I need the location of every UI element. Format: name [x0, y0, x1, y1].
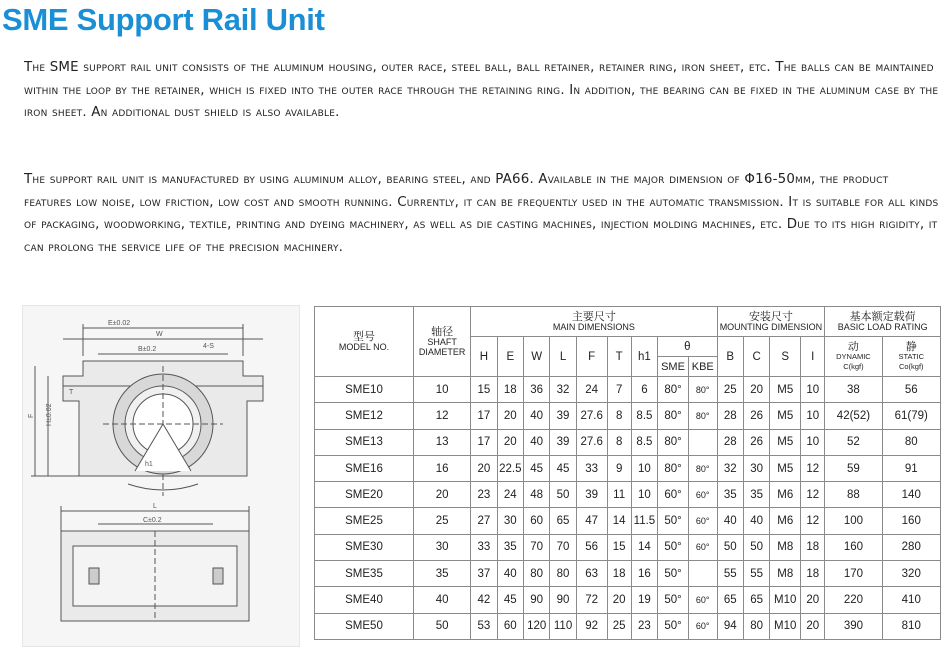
table-cell: 15 — [607, 534, 631, 560]
table-row — [315, 482, 941, 508]
table-row — [315, 429, 941, 455]
drawing-label-h1: h1 — [145, 461, 153, 468]
table-cell: 10 — [801, 377, 825, 403]
table-cell: 45 — [523, 455, 549, 481]
drawing-label-h: H±0.02 — [46, 403, 53, 426]
col-c: C — [743, 337, 769, 377]
table-cell: 40 — [743, 508, 769, 534]
table-cell: 56 — [576, 534, 607, 560]
table-cell: 30 — [497, 508, 523, 534]
table-cell: 11 — [607, 482, 631, 508]
table-cell: 24 — [497, 482, 523, 508]
table-cell: 25 — [607, 613, 631, 639]
col-dynamic: 动 DYNAMIC C(kgf) — [825, 337, 882, 377]
table-cell: 14 — [607, 508, 631, 534]
table-cell: 10 — [631, 455, 657, 481]
table-cell: 90 — [523, 587, 549, 613]
drawing-label-f: F — [28, 413, 35, 418]
table-cell: 50 — [743, 534, 769, 560]
col-l: L — [550, 337, 576, 377]
model-cell: SME50 — [315, 613, 414, 639]
table-cell: 80° — [658, 377, 689, 403]
table-cell: 55 — [743, 561, 769, 587]
table-cell: 80 — [882, 429, 940, 455]
col-t: T — [607, 337, 631, 377]
table-cell: 10 — [631, 482, 657, 508]
table-cell: 390 — [825, 613, 882, 639]
table-cell: M10 — [770, 587, 801, 613]
table-cell: 100 — [825, 508, 882, 534]
table-cell: 810 — [882, 613, 940, 639]
table-cell: 16 — [631, 561, 657, 587]
table-row — [315, 377, 941, 403]
table-cell: 280 — [882, 534, 940, 560]
table-cell: 60° — [658, 482, 689, 508]
table-cell: M8 — [770, 534, 801, 560]
model-cell: SME12 — [315, 403, 414, 429]
table-cell: 80° — [658, 429, 689, 455]
header-load-rating: 基本额定载荷 BASIC LOAD RATING — [825, 307, 941, 337]
table-cell: 27.6 — [576, 403, 607, 429]
table-cell: 61(79) — [882, 403, 940, 429]
table-cell: 8.5 — [631, 429, 657, 455]
table-cell: 12 — [801, 482, 825, 508]
table-cell: 27.6 — [576, 429, 607, 455]
table-cell: 40 — [717, 508, 743, 534]
table-cell: 160 — [882, 508, 940, 534]
table-cell: 12 — [801, 508, 825, 534]
table-cell: 22.5 — [497, 455, 523, 481]
table-cell: 12 — [414, 403, 471, 429]
drawing-label-w: W — [156, 331, 163, 338]
drawing-label-e: E±0.02 — [108, 320, 131, 327]
table-cell: 60° — [688, 482, 717, 508]
table-cell: 24 — [576, 377, 607, 403]
table-cell: 65 — [550, 508, 576, 534]
drawing-label-c: C±0.2 — [143, 517, 162, 524]
table-cell: M10 — [770, 613, 801, 639]
table-cell: 11.5 — [631, 508, 657, 534]
table-cell: 56 — [882, 377, 940, 403]
header-mounting-dimension: 安装尺寸 MOUNTING DIMENSION — [717, 307, 825, 337]
table-cell: 33 — [471, 534, 497, 560]
table-cell: 60° — [688, 534, 717, 560]
table-cell: 8.5 — [631, 403, 657, 429]
model-cell: SME30 — [315, 534, 414, 560]
table-cell: 20 — [607, 587, 631, 613]
table-cell: 60° — [688, 508, 717, 534]
table-cell: 65 — [717, 587, 743, 613]
table-cell: 32 — [550, 377, 576, 403]
table-cell: 59 — [825, 455, 882, 481]
table-cell: 35 — [717, 482, 743, 508]
table-cell: 45 — [497, 587, 523, 613]
table-cell: 17 — [471, 403, 497, 429]
table-cell: 10 — [414, 377, 471, 403]
table-row — [315, 587, 941, 613]
table-cell: 60 — [497, 613, 523, 639]
table-cell: 6 — [631, 377, 657, 403]
table-cell: 20 — [414, 482, 471, 508]
table-cell: 42 — [471, 587, 497, 613]
table-cell: 30 — [414, 534, 471, 560]
header-shaft: 轴径 SHAFT DIAMETER — [414, 307, 471, 377]
table-cell: 90 — [550, 587, 576, 613]
table-cell: 15 — [471, 377, 497, 403]
description-paragraph-2: The support rail unit is manufactured by using aluminum alloy, bearing steel, and PA66. Available in the major dimension of Φ16-50mm, the product features low noise, low friction, low cost and smooth running. Currently, it can be frequently used in the automatic transmission. It is suitable for all kinds of packaging, woodworking, textile, printing and dyeing machinery, as well as die casting machines, injection molding machines, etc. Due to its high rigidity, it can prolong the service life of the precision machinery. — [24, 172, 939, 255]
table-cell: 70 — [523, 534, 549, 560]
table-cell: M8 — [770, 561, 801, 587]
table-cell: 65 — [743, 587, 769, 613]
table-cell: 92 — [576, 613, 607, 639]
table-cell: 42(52) — [825, 403, 882, 429]
table-cell: 16 — [414, 455, 471, 481]
table-row — [315, 561, 941, 587]
table-row — [315, 403, 941, 429]
table-cell: 14 — [631, 534, 657, 560]
table-cell: 20 — [497, 403, 523, 429]
table-cell: 80° — [688, 377, 717, 403]
table-cell: 52 — [825, 429, 882, 455]
table-cell: 48 — [523, 482, 549, 508]
table-cell: 63 — [576, 561, 607, 587]
table-cell: 30 — [743, 455, 769, 481]
table-cell: 88 — [825, 482, 882, 508]
table-cell: 80° — [688, 455, 717, 481]
table-cell: 120 — [523, 613, 549, 639]
col-h: H — [471, 337, 497, 377]
col-b: B — [717, 337, 743, 377]
table-cell: 80 — [523, 561, 549, 587]
table-cell: 140 — [882, 482, 940, 508]
table-cell: 27 — [471, 508, 497, 534]
table-cell: 39 — [550, 429, 576, 455]
table-cell: 45 — [550, 455, 576, 481]
table-cell: 10 — [801, 403, 825, 429]
table-cell: 18 — [607, 561, 631, 587]
table-row — [315, 534, 941, 560]
table-cell: 20 — [471, 455, 497, 481]
table-cell: 94 — [717, 613, 743, 639]
table-cell: 17 — [471, 429, 497, 455]
table-cell: 28 — [717, 403, 743, 429]
table-cell: 9 — [607, 455, 631, 481]
table-cell: 20 — [497, 429, 523, 455]
table-cell: 60° — [688, 587, 717, 613]
table-cell: 35 — [414, 561, 471, 587]
table-cell: 25 — [414, 508, 471, 534]
table-cell: 72 — [576, 587, 607, 613]
table-cell: 50 — [717, 534, 743, 560]
table-cell: 18 — [801, 561, 825, 587]
table-cell: 13 — [414, 429, 471, 455]
header-model: 型号 MODEL NO. — [315, 307, 414, 377]
col-theta: θ — [658, 337, 717, 357]
drawing-label-4s: 4-S — [203, 343, 214, 350]
table-cell — [688, 429, 717, 455]
table-body — [315, 377, 941, 640]
model-cell: SME40 — [315, 587, 414, 613]
table-cell: 33 — [576, 455, 607, 481]
table-cell: 50 — [414, 613, 471, 639]
model-cell: SME35 — [315, 561, 414, 587]
col-static: 静 STATIC Co(kgf) — [882, 337, 940, 377]
table-cell: 28 — [717, 429, 743, 455]
table-cell: 50° — [658, 587, 689, 613]
table-cell: 38 — [825, 377, 882, 403]
table-cell: M5 — [770, 455, 801, 481]
table-cell: M6 — [770, 482, 801, 508]
table-cell: 50° — [658, 508, 689, 534]
dimensions-table — [314, 306, 941, 640]
table-cell: 40 — [523, 403, 549, 429]
col-f: F — [576, 337, 607, 377]
model-cell: SME13 — [315, 429, 414, 455]
table-cell: 25 — [717, 377, 743, 403]
table-cell: 110 — [550, 613, 576, 639]
table-cell: 35 — [743, 482, 769, 508]
col-theta-sme: SME — [658, 357, 689, 377]
table-cell: 35 — [497, 534, 523, 560]
table-cell: 220 — [825, 587, 882, 613]
model-cell: SME25 — [315, 508, 414, 534]
table-cell: 50° — [658, 561, 689, 587]
table-cell: 40 — [523, 429, 549, 455]
table-cell: M5 — [770, 403, 801, 429]
col-w: W — [523, 337, 549, 377]
col-h1: h1 — [631, 337, 657, 377]
drawing-svg — [23, 306, 299, 646]
table-cell: 320 — [882, 561, 940, 587]
table-cell: 8 — [607, 429, 631, 455]
table-cell: 37 — [471, 561, 497, 587]
table-cell: 12 — [801, 455, 825, 481]
table-cell: 55 — [717, 561, 743, 587]
table-cell: 26 — [743, 429, 769, 455]
drawing-label-t: T — [69, 389, 74, 396]
page-title: SME Support Rail Unit — [2, 2, 325, 37]
table-cell: 80 — [743, 613, 769, 639]
table-cell: 18 — [801, 534, 825, 560]
table-cell: 32 — [717, 455, 743, 481]
table-cell: 26 — [743, 403, 769, 429]
table-cell: 80° — [658, 403, 689, 429]
table-cell: 10 — [801, 429, 825, 455]
table-cell: M5 — [770, 429, 801, 455]
table-row — [315, 613, 941, 639]
table-cell: 80 — [550, 561, 576, 587]
table-cell: 91 — [882, 455, 940, 481]
description-paragraph-1: The SME support rail unit consists of the aluminum housing, outer race, steel ball, ball retainer, retainer ring, iron sheet, etc. The balls can be maintained within the loop by the retainer, which is fixed into the outer race through the retaining ring. In addition, the bearing can be fixed in the aluminum case by the iron sheet. An additional dust shield is also available. — [24, 60, 939, 120]
table-row — [315, 508, 941, 534]
model-cell: SME20 — [315, 482, 414, 508]
table-cell: 23 — [631, 613, 657, 639]
header-main-dimensions: 主要尺寸 MAIN DIMENSIONS — [471, 307, 717, 337]
table-cell: 19 — [631, 587, 657, 613]
table-cell: 60 — [523, 508, 549, 534]
col-i: I — [801, 337, 825, 377]
table-cell: 70 — [550, 534, 576, 560]
table-cell: 40 — [497, 561, 523, 587]
table-cell: M5 — [770, 377, 801, 403]
col-e: E — [497, 337, 523, 377]
table-cell: 50 — [550, 482, 576, 508]
model-cell: SME10 — [315, 377, 414, 403]
table-cell: 20 — [743, 377, 769, 403]
table-cell: 20 — [801, 613, 825, 639]
table-cell: 160 — [825, 534, 882, 560]
technical-drawing — [22, 305, 300, 647]
table-cell: 39 — [576, 482, 607, 508]
table-cell — [688, 561, 717, 587]
table-cell: 50° — [658, 613, 689, 639]
table-cell: 80° — [658, 455, 689, 481]
table-cell: 60° — [688, 613, 717, 639]
table-cell: 47 — [576, 508, 607, 534]
table-cell: 23 — [471, 482, 497, 508]
table-cell: 80° — [688, 403, 717, 429]
table-cell: 8 — [607, 403, 631, 429]
table-cell: 40 — [414, 587, 471, 613]
table-cell: 50° — [658, 534, 689, 560]
table-cell: 410 — [882, 587, 940, 613]
drawing-label-b: B±0.2 — [138, 346, 157, 353]
model-cell: SME16 — [315, 455, 414, 481]
table-cell: 18 — [497, 377, 523, 403]
col-theta-kbe: KBE — [688, 357, 717, 377]
table-cell: 36 — [523, 377, 549, 403]
table-cell: 20 — [801, 587, 825, 613]
table-cell: 53 — [471, 613, 497, 639]
table-cell: 7 — [607, 377, 631, 403]
table-row — [315, 455, 941, 481]
table-cell: 39 — [550, 403, 576, 429]
drawing-label-l: L — [153, 503, 157, 510]
table-cell: M6 — [770, 508, 801, 534]
table-cell: 170 — [825, 561, 882, 587]
col-s: S — [770, 337, 801, 377]
